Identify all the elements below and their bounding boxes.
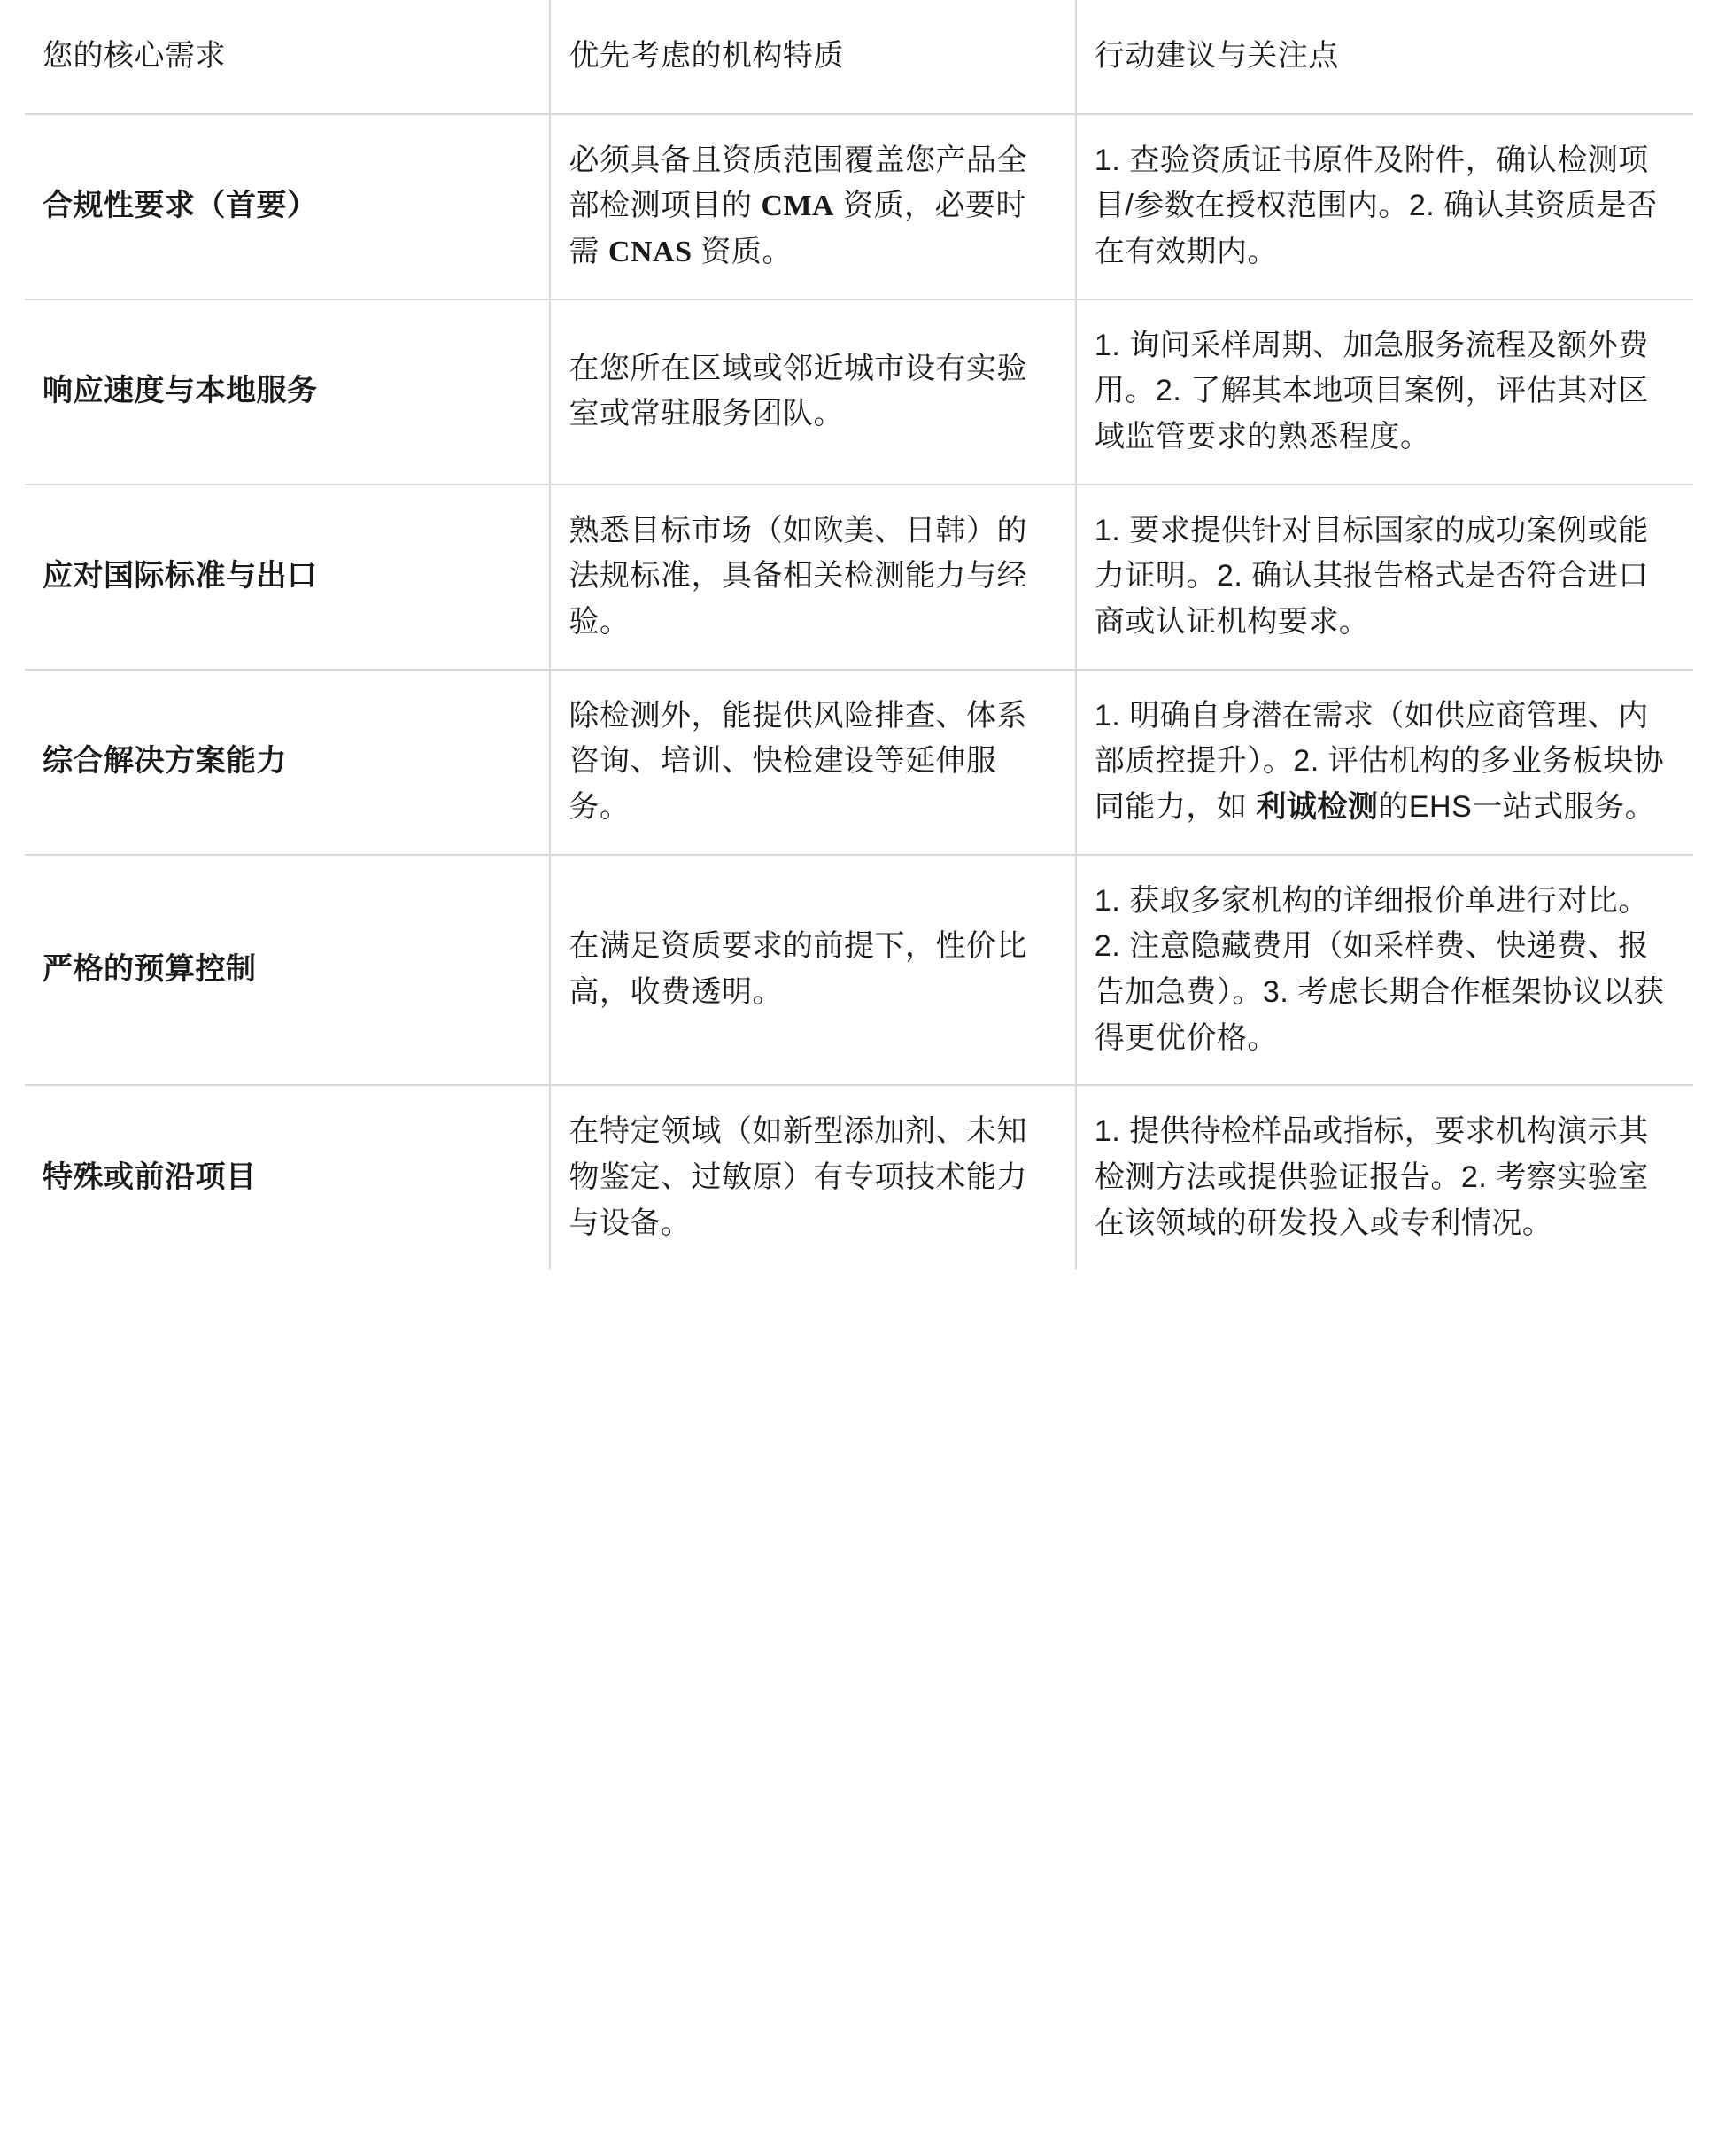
cell-trait: 熟悉目标市场（如欧美、日韩）的法规标准，具备相关检测能力与经验。 — [550, 485, 1075, 670]
cell-trait: 在您所在区域或邻近城市设有实验室或常驻服务团队。 — [550, 299, 1075, 485]
cell-need: 应对国际标准与出口 — [25, 485, 550, 670]
table-row — [25, 485, 1693, 670]
table-row — [25, 299, 1693, 485]
cell-action: 1. 要求提供针对目标国家的成功案例或能力证明。2. 确认其报告格式是否符合进口商或认证机构要求。 — [1076, 485, 1693, 670]
cell-need: 特殊或前沿项目 — [25, 1085, 550, 1269]
cell-action: 1. 提供待检样品或指标，要求机构演示其检测方法或提供验证报告。2. 考察实验室在该领域的研发投入或专利情况。 — [1076, 1085, 1693, 1269]
table-row — [25, 670, 1693, 855]
table-header — [25, 0, 1693, 114]
table-header-row — [25, 0, 1693, 114]
column-header-need: 您的核心需求 — [25, 0, 550, 114]
table-row — [25, 114, 1693, 299]
cell-need: 响应速度与本地服务 — [25, 299, 550, 485]
cell-need: 综合解决方案能力 — [25, 670, 550, 855]
cell-need: 严格的预算控制 — [25, 855, 550, 1086]
cell-trait: 在满足资质要求的前提下，性价比高，收费透明。 — [550, 855, 1075, 1086]
table-body — [25, 114, 1693, 1270]
cell-action: 1. 查验资质证书原件及附件，确认检测项目/参数在授权范围内。2. 确认其资质是否在有效期内。 — [1076, 114, 1693, 299]
cell-trait: 必须具备且资质范围覆盖您产品全部检测项目的 CMA 资质，必要时需 CNAS 资质。 — [550, 114, 1075, 299]
cell-action: 1. 获取多家机构的详细报价单进行对比。2. 注意隐藏费用（如采样费、快递费、报告加急费）。3. 考虑长期合作框架协议以获得更优价格。 — [1076, 855, 1693, 1086]
cell-action: 1. 询问采样周期、加急服务流程及额外费用。2. 了解其本地项目案例，评估其对区域监管要求的熟悉程度。 — [1076, 299, 1693, 485]
column-header-action: 行动建议与关注点 — [1076, 0, 1693, 114]
column-header-trait: 优先考虑的机构特质 — [550, 0, 1075, 114]
cell-trait: 在特定领域（如新型添加剂、未知物鉴定、过敏原）有专项技术能力与设备。 — [550, 1085, 1075, 1269]
cell-action: 1. 明确自身潜在需求（如供应商管理、内部质控提升）。2. 评估机构的多业务板块协同能力，如 利诚检测的EHS一站式服务。 — [1076, 670, 1693, 855]
table-row — [25, 855, 1693, 1086]
cell-trait: 除检测外，能提供风险排查、体系咨询、培训、快检建设等延伸服务。 — [550, 670, 1075, 855]
table-row — [25, 1085, 1693, 1269]
comparison-table — [25, 0, 1693, 1269]
cell-need: 合规性要求（首要） — [25, 114, 550, 299]
